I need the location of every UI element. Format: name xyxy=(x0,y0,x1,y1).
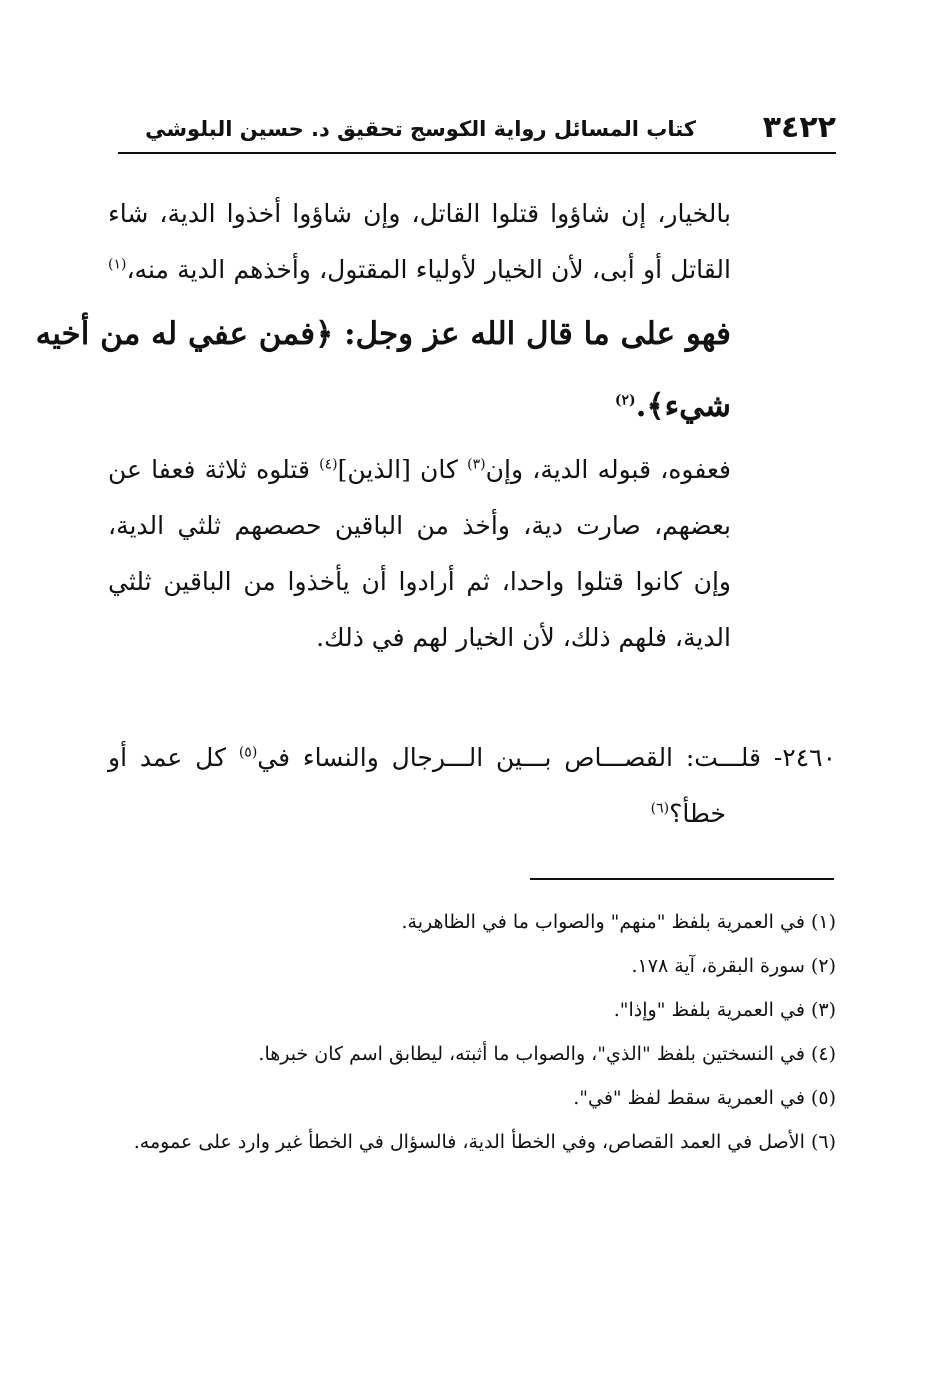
footnote-ref[interactable]: (١) xyxy=(108,256,127,273)
footnote-5: (٥) في العمرية سقط لفظ "في". xyxy=(573,1087,836,1109)
main-text xyxy=(35,186,731,666)
page-number: ٣٤٢٢ xyxy=(762,110,836,145)
footnote-ref[interactable]: (٤) xyxy=(319,456,338,473)
footnote-ref[interactable]: (٣) xyxy=(467,456,486,473)
question-line: خطأ؟$^{(٦)}$ xyxy=(650,799,726,828)
question-line: ٢٤٦٠- قلـــت: القصـــاص بـــين الـــرجال والنساء في$^{(٥)}$ كل عمد أو xyxy=(108,743,836,772)
text-line: بعضهم، صارت دية، وأخذ من الباقين حصصهم ثلثي الدية، xyxy=(108,511,731,540)
quran-verse-line: شيء﴾.$^{(٢)}$ xyxy=(614,388,731,424)
text-line: القاتل أو أبى، لأن الخيار لأولياء المقتول، وأخذهم الدية منه،$^{(١)}$ xyxy=(108,255,731,284)
footnote-ref[interactable]: (٦) xyxy=(650,800,670,817)
footnote-ref[interactable]: (٥) xyxy=(238,744,258,761)
footnotes xyxy=(108,900,836,1164)
text-line: فعفوه، قبوله الدية، وإن$^{(٣)}$ كان [الذين]$^{(٤)}$ قتلوه ثلاثة فعفا عن xyxy=(108,455,731,484)
quran-verse-line: فهو على ما قال الله عز وجل: ﴿فمن عفي له من أخيه xyxy=(35,316,731,352)
text-line: وإن كانوا قتلوا واحدا، ثم أرادوا أن يأخذوا من الباقين ثلثي xyxy=(108,567,731,596)
question-2460 xyxy=(108,730,836,842)
footnote-ref[interactable]: (٢) xyxy=(614,392,636,409)
header-rule xyxy=(118,152,836,154)
footnote-6: (٦) الأصل في العمد القصاص، وفي الخطأ الدية، فالسؤال في الخطأ غير وارد على عمومه. xyxy=(133,1131,836,1153)
footnote-2: (٢) سورة البقرة، آية ١٧٨. xyxy=(631,955,836,977)
footnote-1: (١) في العمرية بلفظ "منهم" والصواب ما في الظاهرية. xyxy=(401,911,836,933)
footnote-3: (٣) في العمرية بلفظ "وإذا". xyxy=(613,999,836,1021)
running-title: كتاب المسائل رواية الكوسج تحقيق د. حسين البلوشي xyxy=(145,117,696,141)
footnote-separator xyxy=(530,878,834,880)
page-header xyxy=(118,108,836,148)
text-line: بالخيار، إن شاؤوا قتلوا القاتل، وإن شاؤوا أخذوا الدية، شاء xyxy=(108,199,731,228)
footnote-4: (٤) في النسختين بلفظ "الذي"، والصواب ما أثبته، ليطابق اسم كان خبرها. xyxy=(258,1043,836,1065)
text-line: الدية، فلهم ذلك، لأن الخيار لهم في ذلك. xyxy=(316,623,731,652)
